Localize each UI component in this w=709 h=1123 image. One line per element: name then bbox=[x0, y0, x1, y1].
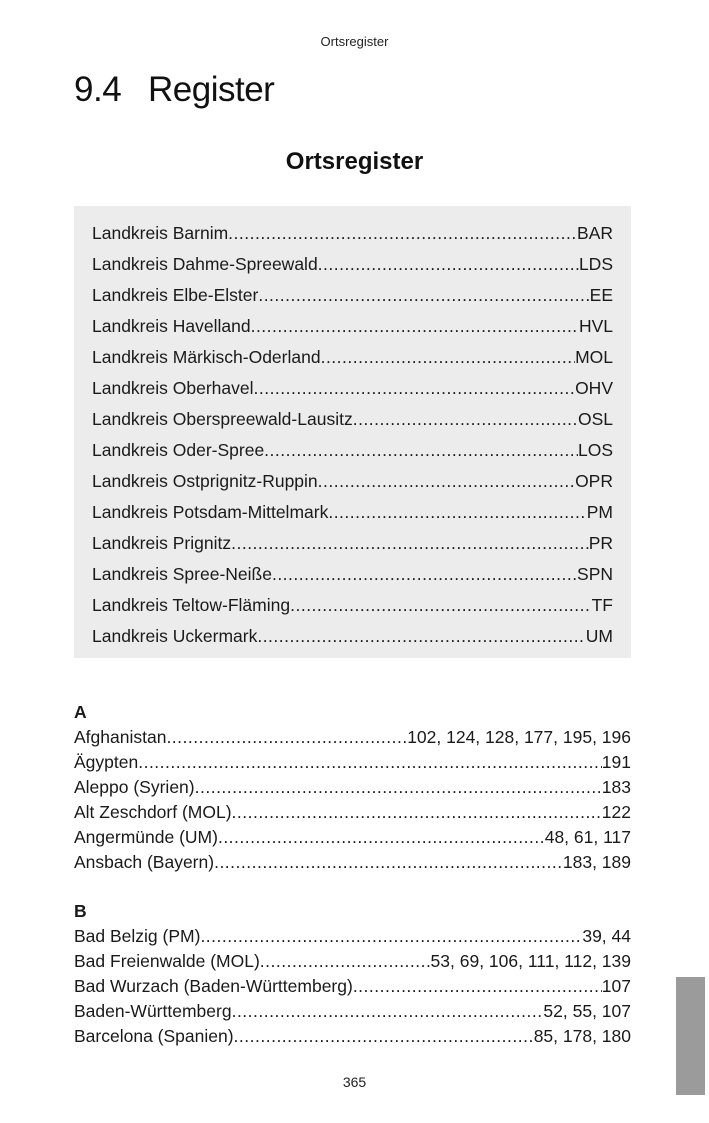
index-entry-name: Alt Zeschdorf (MOL) bbox=[74, 802, 232, 822]
dot-leader bbox=[218, 825, 545, 850]
district-row-ref: TF bbox=[591, 595, 613, 615]
index-entry-name: Afghanistan bbox=[74, 727, 167, 747]
district-row-name: Landkreis Oberhavel bbox=[92, 378, 254, 398]
district-row-ref: BAR bbox=[577, 223, 613, 243]
dot-leader bbox=[257, 621, 585, 652]
dot-leader bbox=[328, 497, 586, 528]
district-row-ref: SPN bbox=[577, 564, 613, 584]
index-entry-ref: 107 bbox=[601, 976, 631, 996]
dot-leader bbox=[228, 218, 577, 249]
index-entry-ref: 85, 178, 180 bbox=[533, 1026, 631, 1046]
section-heading bbox=[74, 70, 274, 110]
dot-leader bbox=[318, 249, 579, 280]
dot-leader bbox=[321, 342, 575, 373]
index-group bbox=[74, 700, 631, 875]
district-row-name: Landkreis Märkisch-Oderland bbox=[92, 347, 321, 367]
dot-leader bbox=[264, 435, 578, 466]
index-entry-ref: 183 bbox=[601, 777, 631, 797]
index-entry bbox=[74, 999, 631, 1024]
district-row-name: Landkreis Barnim bbox=[92, 223, 229, 243]
district-row bbox=[92, 373, 613, 404]
district-row bbox=[92, 342, 613, 373]
dot-leader bbox=[353, 404, 578, 435]
index-entry-name: Ansbach (Bayern) bbox=[74, 852, 215, 872]
district-row bbox=[92, 559, 613, 590]
district-row bbox=[92, 528, 613, 559]
index-entry-name: Baden-Württemberg bbox=[74, 1001, 232, 1021]
index-entry-ref: 53, 69, 106, 111, 112, 139 bbox=[430, 951, 631, 971]
index-entry bbox=[74, 725, 631, 750]
dot-leader bbox=[166, 725, 407, 750]
index-entry-ref: 183, 189 bbox=[562, 852, 631, 872]
district-row-ref: EE bbox=[589, 285, 613, 305]
district-row-ref: OPR bbox=[575, 471, 613, 491]
district-row bbox=[92, 435, 613, 466]
district-row-name: Landkreis Oberspreewald-Lausitz bbox=[92, 409, 353, 429]
dot-leader bbox=[231, 528, 589, 559]
section-number: 9.4 bbox=[74, 70, 122, 109]
district-row-ref: OHV bbox=[575, 378, 613, 398]
district-row-ref: PR bbox=[588, 533, 613, 553]
district-row-name: Landkreis Potsdam-Mittelmark bbox=[92, 502, 329, 522]
district-row-name: Landkreis Dahme-Spreewald bbox=[92, 254, 318, 274]
running-head: Ortsregister bbox=[320, 34, 389, 49]
district-row-name: Landkreis Oder-Spree bbox=[92, 440, 265, 460]
district-row-ref: HVL bbox=[578, 316, 613, 336]
district-row bbox=[92, 590, 613, 621]
district-row bbox=[92, 466, 613, 497]
district-row-ref: MOL bbox=[575, 347, 613, 367]
dot-leader bbox=[200, 924, 582, 949]
dot-leader bbox=[214, 850, 563, 875]
index-entry bbox=[74, 750, 631, 775]
district-row-ref: PM bbox=[586, 502, 613, 522]
dot-leader bbox=[253, 373, 575, 404]
index-entry-ref: 48, 61, 117 bbox=[544, 827, 631, 847]
index-entry bbox=[74, 775, 631, 800]
dot-leader bbox=[258, 280, 589, 311]
district-row-name: Landkreis Ostprignitz-Ruppin bbox=[92, 471, 318, 491]
dot-leader bbox=[232, 800, 602, 825]
district-row bbox=[92, 404, 613, 435]
district-row bbox=[92, 218, 613, 249]
district-row bbox=[92, 621, 613, 652]
index-entry bbox=[74, 949, 631, 974]
dot-leader bbox=[353, 974, 602, 999]
district-row bbox=[92, 249, 613, 280]
district-row-name: Landkreis Teltow-Fläming bbox=[92, 595, 291, 615]
thumb-index-tab bbox=[676, 977, 705, 1095]
dot-leader bbox=[290, 590, 592, 621]
district-row-ref: LOS bbox=[577, 440, 613, 460]
place-index bbox=[74, 700, 631, 1073]
district-row bbox=[92, 497, 613, 528]
district-row-name: Landkreis Uckermark bbox=[92, 626, 258, 646]
index-letter-heading: A bbox=[74, 702, 87, 722]
index-group bbox=[74, 899, 631, 1049]
district-row-name: Landkreis Spree-Neiße bbox=[92, 564, 272, 584]
index-entry-ref: 39, 44 bbox=[582, 926, 631, 946]
index-entry-name: Ägypten bbox=[74, 752, 139, 772]
district-abbreviation-box bbox=[74, 206, 631, 658]
district-row-ref: UM bbox=[585, 626, 613, 646]
dot-leader bbox=[195, 775, 602, 800]
district-row-name: Landkreis Havelland bbox=[92, 316, 251, 336]
index-entry bbox=[74, 924, 631, 949]
index-letter-heading: B bbox=[74, 901, 87, 921]
dot-leader bbox=[232, 999, 544, 1024]
index-entry-ref: 191 bbox=[601, 752, 631, 772]
district-row-name: Landkreis Prignitz bbox=[92, 533, 232, 553]
district-row-name: Landkreis Elbe-Elster bbox=[92, 285, 259, 305]
page-number: 365 bbox=[342, 1074, 367, 1090]
index-entry-ref: 122 bbox=[601, 802, 631, 822]
index-entry-name: Bad Freienwalde (MOL) bbox=[74, 951, 260, 971]
index-entry-name: Aleppo (Syrien) bbox=[74, 777, 195, 797]
index-entry-name: Barcelona (Spanien) bbox=[74, 1026, 234, 1046]
dot-leader bbox=[251, 311, 579, 342]
index-entry-name: Angermünde (UM) bbox=[74, 827, 218, 847]
index-entry-ref: 52, 55, 107 bbox=[543, 1001, 631, 1021]
index-entry bbox=[74, 825, 631, 850]
index-entry-ref: 102, 124, 128, 177, 195, 196 bbox=[407, 727, 631, 747]
district-row-ref: LDS bbox=[578, 254, 613, 274]
dot-leader bbox=[260, 949, 431, 974]
page-title: Ortsregister bbox=[285, 148, 424, 175]
district-row bbox=[92, 280, 613, 311]
dot-leader bbox=[272, 559, 577, 590]
district-row bbox=[92, 311, 613, 342]
dot-leader bbox=[138, 750, 602, 775]
index-entry bbox=[74, 1024, 631, 1049]
dot-leader bbox=[234, 1024, 534, 1049]
dot-leader bbox=[318, 466, 575, 497]
index-entry bbox=[74, 850, 631, 875]
district-row-ref: OSL bbox=[577, 409, 613, 429]
index-entry bbox=[74, 800, 631, 825]
section-title: Register bbox=[148, 70, 275, 109]
index-entry bbox=[74, 974, 631, 999]
index-entry-name: Bad Wurzach (Baden-Württemberg) bbox=[74, 976, 353, 996]
index-entry-name: Bad Belzig (PM) bbox=[74, 926, 201, 946]
